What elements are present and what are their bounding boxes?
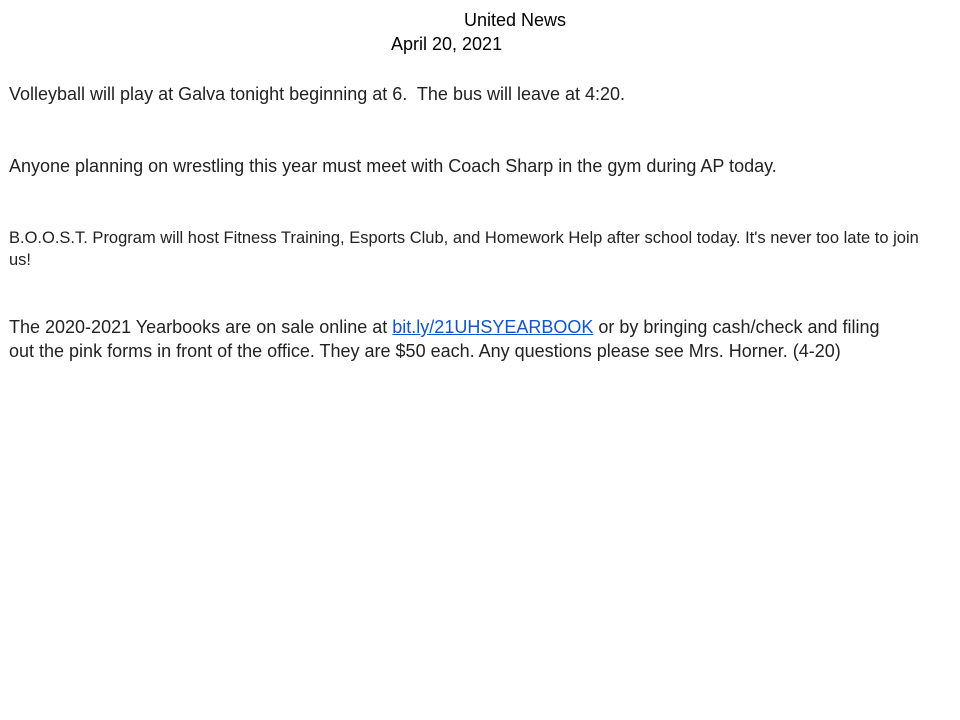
announcement-wrestling: Anyone planning on wrestling this year must meet with Coach Sharp in the gym during AP today. — [9, 156, 777, 176]
announcement-yearbook — [9, 315, 904, 363]
document-title: United News — [464, 10, 567, 30]
yearbook-link[interactable]: bit.ly/21UHSYEARBOOK — [392, 317, 594, 337]
yearbook-text-before: The 2020-2021 Yearbooks are on sale online at — [9, 317, 393, 337]
yearbook-text-after: or by bringing cash/check and filing out the pink forms in front of the office. They are $50 each. Any questions please see Mrs. Horner. (4-20) — [9, 317, 880, 361]
document-date: April 20, 2021 — [391, 34, 503, 54]
announcement-volleyball: Volleyball will play at Galva tonight beginning at 6. The bus will leave at 4:20. — [9, 84, 626, 104]
announcement-boost-program: B.O.O.S.T. Program will host Fitness Training, Esports Club, and Homework Help after school today. It's never too late to join us! — [9, 229, 919, 269]
